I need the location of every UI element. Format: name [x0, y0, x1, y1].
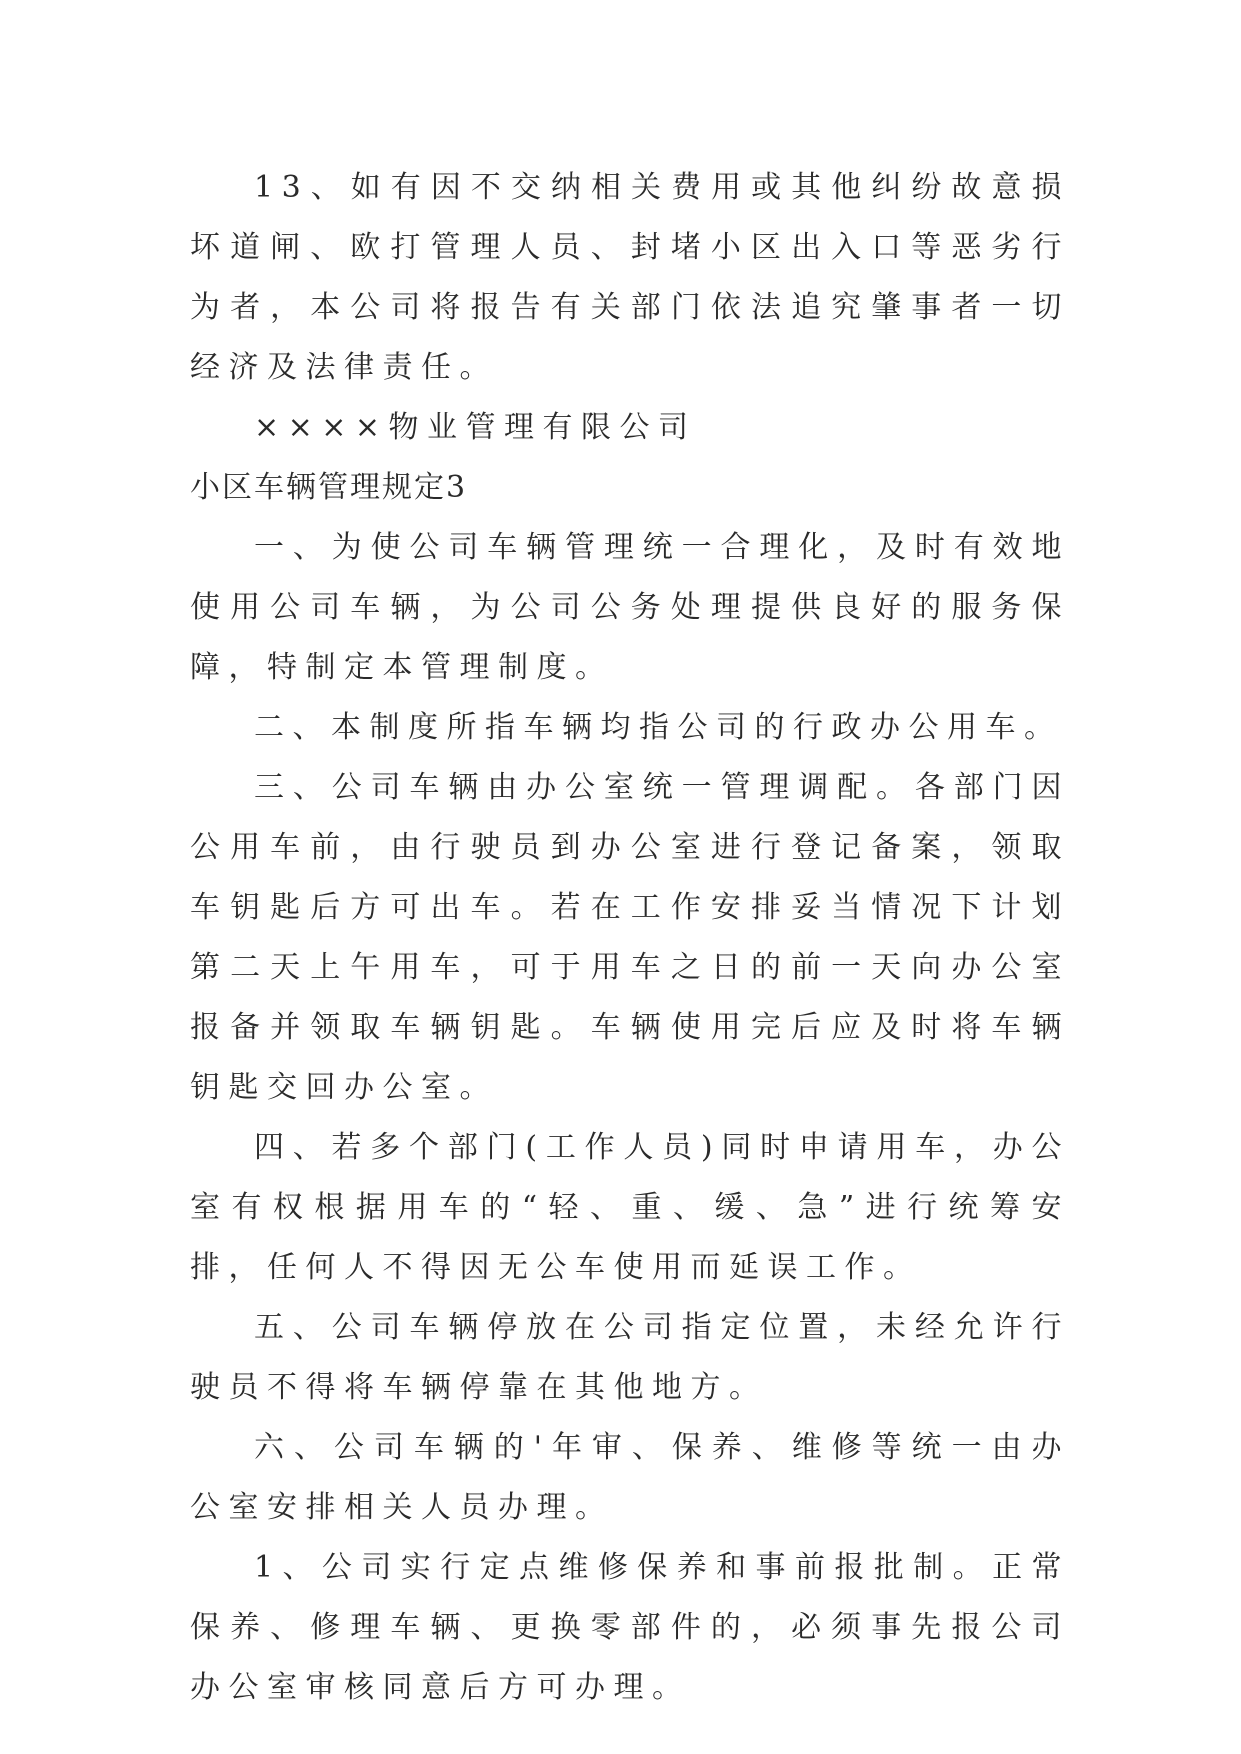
paragraph-item-13: 13、如有因不交纳相关费用或其他纠纷故意损坏道闸、欧打管理人员、封堵小区出入口等恶劣行为者，本公司将报告有关部门依法追究肇事者一切经济及法律责任。	[190, 170, 1070, 385]
document-page	[190, 158, 1070, 1718]
paragraph-rule-6-item-1: 1、公司实行定点维修保养和事前报批制。正常保养、修理车辆、更换零部件的，必须事先报公司办公室审核同意后方可办理。	[190, 1550, 1070, 1705]
paragraph-rule-4: 四、若多个部门(工作人员)同时申请用车，办公室有权根据用车的“轻、重、缓、急”进行统筹安排，任何人不得因无公车使用而延误工作。	[190, 1130, 1070, 1285]
company-signature: ××××物业管理有限公司	[254, 410, 697, 445]
paragraph-rule-2: 二、本制度所指车辆均指公司的行政办公用车。	[254, 710, 1063, 745]
paragraph-rule-3: 三、公司车辆由办公室统一管理调配。各部门因公用车前，由行驶员到办公室进行登记备案，领取车钥匙后方可出车。若在工作安排妥当情况下计划第二天上午用车，可于用车之日的前一天向办公室报备并领取车辆钥匙。车辆使用完后应及时将车辆钥匙交回办公室。	[190, 770, 1070, 1105]
paragraph-rule-1: 一、为使公司车辆管理统一合理化，及时有效地使用公司车辆，为公司公务处理提供良好的服务保障，特制定本管理制度。	[190, 530, 1070, 685]
paragraph-rule-6: 六、公司车辆的'年审、保养、维修等统一由办公室安排相关人员办理。	[190, 1430, 1070, 1525]
paragraph-rule-5: 五、公司车辆停放在公司指定位置，未经允许行驶员不得将车辆停靠在其他地方。	[190, 1310, 1070, 1405]
section-title: 小区车辆管理规定3	[190, 470, 468, 505]
